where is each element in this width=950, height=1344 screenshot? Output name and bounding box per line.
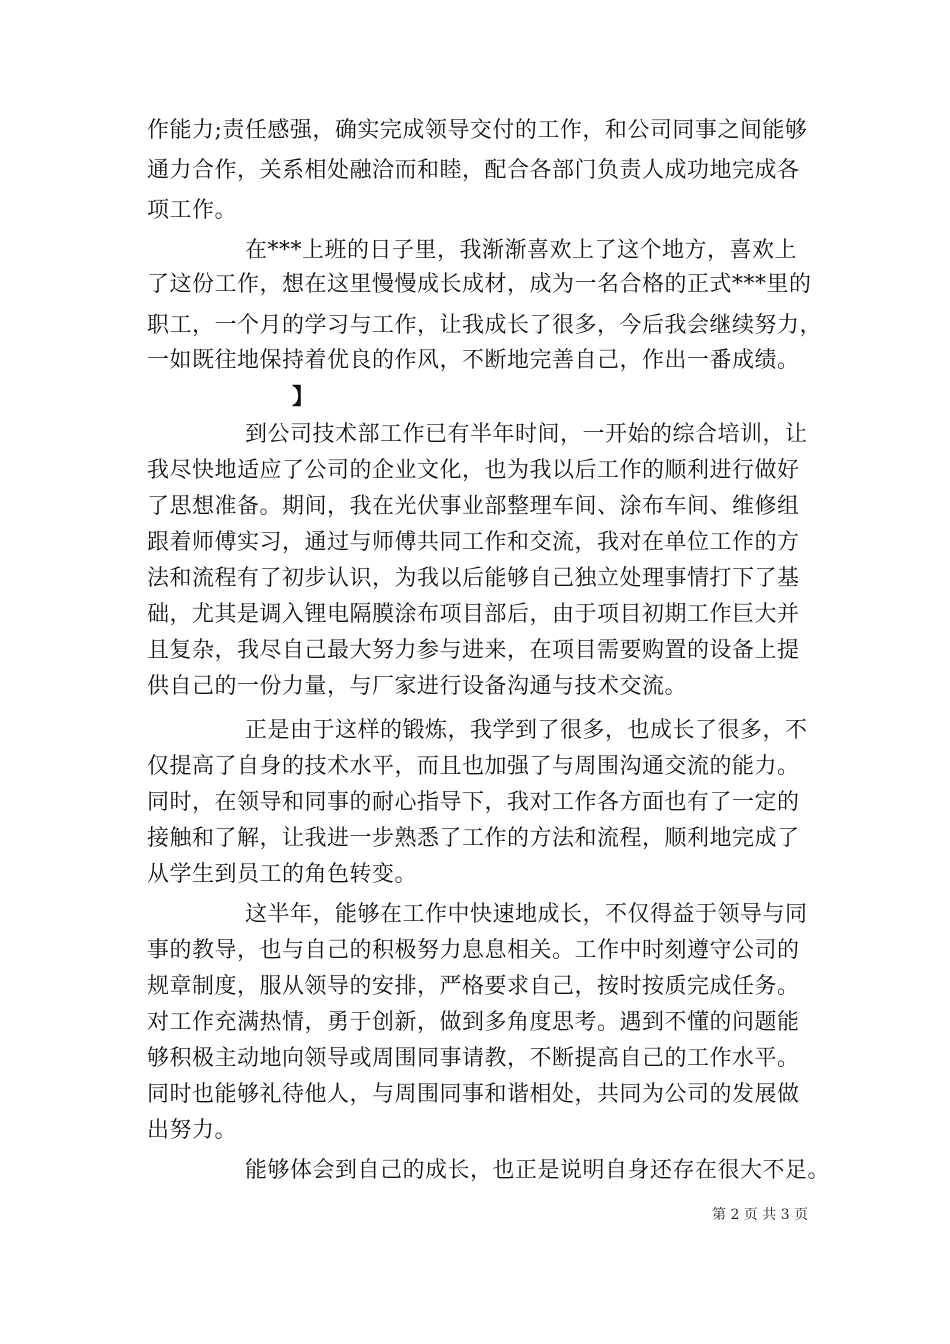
text-line: 法和流程有了初步认识，为我以后能够自己独立处理事情打下了基 [147, 566, 800, 591]
page-number-footer: 第 2 页 共 3 页 [712, 1207, 809, 1223]
text-line: 供自己的一份力量，与厂家进行设备沟通与技术交流。 [147, 674, 688, 699]
text-line: 一如既往地保持着优良的作风，不断地完善自己，作出一番成绩。 [147, 348, 800, 373]
text-line: 同时也能够礼待他人，与周围同事和谐相处，共同为公司的发展做 [147, 1082, 800, 1107]
text-line: 规章制度，服从领导的安排，严格要求自己，按时按质完成任务。 [147, 974, 800, 999]
text-line: 到公司技术部工作已有半年时间，一开始的综合培训，让 [245, 422, 808, 447]
bracket-marker: 】 [292, 384, 315, 410]
text-line: 接触和了解，让我进一步熟悉了工作的方法和流程，顺利地完成了 [147, 826, 800, 851]
text-line: 仅提高了自身的技术水平，而且也加强了与周围沟通交流的能力。 [147, 754, 800, 779]
text-line: 我尽快地适应了公司的企业文化，也为我以后工作的顺利进行做好 [147, 458, 800, 483]
text-line: 事的教导，也与自己的积极努力息息相关。工作中时刻遵守公司的 [147, 938, 800, 963]
text-line: 能够体会到自己的成长，也正是说明自身还存在很大不足。 [245, 1158, 831, 1183]
text-line: 这半年，能够在工作中快速地成长，不仅得益于领导与同 [245, 902, 808, 927]
text-line: 同时，在领导和同事的耐心指导下，我对工作各方面也有了一定的 [147, 790, 800, 815]
text-line: 职工，一个月的学习与工作，让我成长了很多，今后我会继续努力， [147, 313, 823, 338]
text-line: 通力合作，关系相处融洽而和睦，配合各部门负责人成功地完成各 [147, 158, 800, 183]
text-line: 作能力;责任感强，确实完成领导交付的工作，和公司同事之间能够 [147, 118, 808, 143]
text-line: 对工作充满热情，勇于创新，做到多角度思考。遇到不懂的问题能 [147, 1010, 800, 1035]
text-line: 在***上班的日子里，我渐渐喜欢上了这个地方，喜欢上 [245, 238, 798, 263]
text-line: 且复杂，我尽自己最大努力参与进来，在项目需要购置的设备上提 [147, 638, 800, 663]
text-line: 出努力。 [147, 1118, 238, 1143]
text-line: 了这份工作，想在这里慢慢成长成材，成为一名合格的正式***里的 [147, 272, 812, 297]
text-line: 项工作。 [147, 198, 238, 223]
text-line: 够积极主动地向领导或周围同事请教，不断提高自己的工作水平。 [147, 1046, 800, 1071]
text-line: 了思想准备。期间，我在光伏事业部整理车间、涂布车间、维修组 [147, 494, 800, 519]
text-line: 础，尤其是调入锂电隔膜涂布项目部后，由于项目初期工作巨大并 [147, 602, 800, 627]
text-line: 跟着师傅实习，通过与师傅共同工作和交流，我对在单位工作的方 [147, 530, 800, 555]
text-line: 从学生到员工的角色转变。 [147, 862, 418, 887]
text-line: 正是由于这样的锻炼，我学到了很多，也成长了很多，不 [245, 718, 808, 743]
